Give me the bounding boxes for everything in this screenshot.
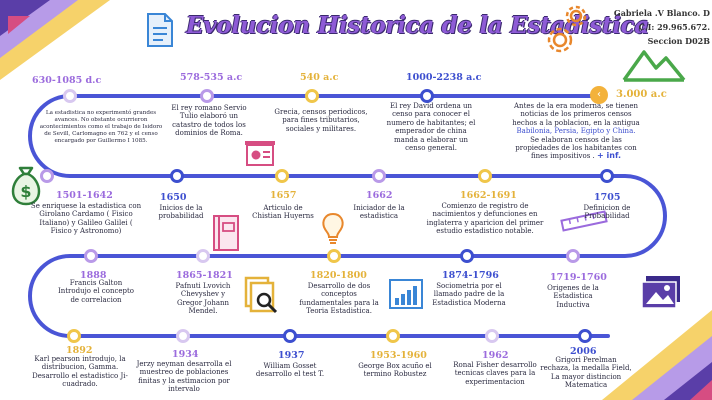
- event-description: Origenes de la Estadistica Inductiva: [547, 284, 599, 309]
- timeline-node: [196, 249, 210, 263]
- timeline-node-start: ‹: [590, 86, 608, 104]
- event-description: Pafnuti Lvovich Chevyshev y Gregor Johann Mendel.: [175, 282, 231, 316]
- event-description: El rey David ordena un censo para conocer el numero de habitantes; el emperador de china manda a elaborar un censo general.: [386, 102, 476, 153]
- event-description: Comienzo de registro de nacimientos y defunciones en inglaterra y aparicion del primer estudio estadistico notable.: [426, 202, 544, 236]
- event-highlight: Babilonia, Persia, Egipto y China.: [516, 127, 636, 136]
- notebook-icon: [210, 214, 240, 252]
- presentation-icon: [244, 140, 276, 168]
- event-year: 1820-1800: [310, 270, 367, 281]
- event-year: 1650: [160, 192, 187, 203]
- event-description: William Gosset desarrollo el test T.: [255, 362, 325, 379]
- timeline-node: [386, 329, 400, 343]
- author-id: C.I: 29.965.672.: [638, 22, 710, 32]
- money-bag-icon: [6, 160, 46, 208]
- event-description: Grecia, censos periodicos, para fines tributarios, sociales y militares.: [274, 108, 368, 133]
- event-year: 630-1085 d.c: [32, 75, 102, 86]
- page-title: Evolucion Historica de la Estadistica: [186, 12, 649, 39]
- event-description: [512, 102, 640, 161]
- timeline-node: [578, 329, 592, 343]
- event-year: 540 a.c: [300, 72, 339, 83]
- timeline-node: [67, 329, 81, 343]
- event-year: 1937: [278, 350, 305, 361]
- event-year: 1662-1691: [460, 190, 517, 201]
- event-description: Jerzy neyman desarrolla el muestreo de poblaciones finitas y la estimacion por intervalo: [136, 360, 232, 394]
- more-info-link[interactable]: + inf.: [597, 151, 622, 161]
- timeline-node: [566, 249, 580, 263]
- document-icon: [146, 12, 174, 48]
- timeline-node: [176, 329, 190, 343]
- event-year: 3.000 a.c: [616, 89, 667, 100]
- timeline-node: [600, 169, 614, 183]
- event-year: 1892: [66, 345, 93, 356]
- svg-text:$: $: [20, 182, 32, 201]
- timeline-node: [63, 89, 77, 103]
- event-year: 2006: [570, 346, 597, 357]
- timeline-node: [84, 249, 98, 263]
- event-year: 1705: [594, 192, 621, 203]
- event-description: Definicion de Probabilidad: [583, 204, 631, 221]
- event-year: 1888: [80, 270, 107, 281]
- event-year: 1874-1796: [442, 270, 499, 281]
- event-year: 578-535 a.c: [180, 72, 243, 83]
- event-description: Iniciador de la estadistica: [353, 204, 405, 221]
- mountain-icon: [622, 44, 686, 84]
- event-year: 1657: [270, 190, 297, 201]
- event-year: 1662: [366, 190, 393, 201]
- author-info: [602, 6, 710, 48]
- timeline-node: [200, 89, 214, 103]
- timeline-node: [327, 249, 341, 263]
- event-description: Ronal Fisher desarrollo tecnicas claves para la experimentacion: [453, 361, 537, 386]
- image-gallery-icon: [640, 274, 684, 310]
- event-description: Sociometria por el llamado padre de la Estadistica Moderna: [432, 282, 506, 307]
- event-year: 1501-1642: [56, 190, 113, 201]
- event-year: 1865-1821: [176, 270, 233, 281]
- author-section: Seccion D02B: [647, 36, 710, 46]
- bar-chart-icon: [388, 278, 424, 310]
- timeline-node: [305, 89, 319, 103]
- event-year: 1719-1760: [550, 272, 607, 283]
- event-description: Desarrollo de dos conceptos fundamentales para la Teoria Estadistica.: [299, 282, 379, 316]
- gears-icon: [544, 4, 590, 54]
- timeline-node: [170, 169, 184, 183]
- event-description: George Box acuño el termino Robustez: [358, 362, 432, 379]
- event-description: Inicios de la probabilidad: [158, 204, 204, 221]
- timeline-node: [460, 249, 474, 263]
- timeline-node: [275, 169, 289, 183]
- event-description: Se enriquese la estadistica con Girolano Cardamo ( Fisico Italiano) y Galileo Galilei ( Fisico y Astronomo): [30, 202, 142, 236]
- event-year: 1000-2238 a.c: [406, 72, 482, 83]
- event-description: El rey romano Servio Tulio elaboró un catastro de todos los dominios de Roma.: [171, 104, 247, 138]
- event-description: Karl pearson introdujo, la distribucion, Gamma. Desarrollo el estadistico Ji-cuadrado.: [32, 355, 128, 389]
- event-description: Francis Galton Introdujo el concepto de correlacion: [57, 279, 135, 304]
- timeline-node: [485, 329, 499, 343]
- timeline-node: [283, 329, 297, 343]
- author-name: Gabriela .V Blanco. D: [613, 8, 710, 18]
- event-description: La estadistica no experimentó grandes avances. No obstante ocurrieron acontecimientos como el trabajo de Isidoro de Sevill, Carlomagno en 762 y el censo encargado por Guillermo I 1085.: [39, 110, 163, 144]
- event-description-part: Antes de la era moderna, se tienen noticias de los primeros censos hechos a la poblacion, en la antigua: [512, 102, 640, 127]
- event-year: 1934: [172, 349, 199, 360]
- timeline-node: [420, 89, 434, 103]
- event-description-part: Se elaboran censos de las propiedades de los habitantes con fines impositivos .: [515, 135, 637, 161]
- timeline-node: [478, 169, 492, 183]
- event-description: Articulo de Chistian Huyerns: [252, 204, 314, 221]
- event-year: 1953-1960: [370, 350, 427, 361]
- lightbulb-icon: [320, 212, 346, 246]
- event-year: 1962: [482, 350, 509, 361]
- event-description: Grigori Perelman rechaza, la medalla Field, La mayor distincion Matematica: [540, 356, 632, 390]
- documents-search-icon: [244, 276, 280, 318]
- timeline-node: [372, 169, 386, 183]
